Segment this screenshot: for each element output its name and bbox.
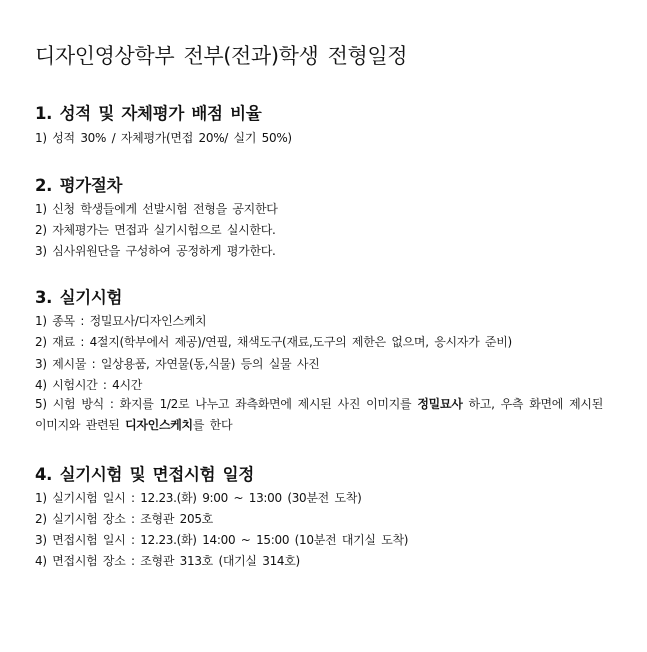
section-4-item-3: 3) 면접시험 일시 : 12.23.(화) 14:00 ~ 15:00 (10분전 대기실 도착)	[35, 533, 409, 547]
section-2-item-2: 2) 자체평가는 면접과 실기시험으로 실시한다.	[35, 223, 276, 237]
section-3-item-3: 3) 제시물 : 일상용품, 자연물(동,식물) 등의 실물 사진	[35, 357, 320, 371]
section-2-item-3: 3) 심사위원단을 구성하여 공정하게 평가한다.	[35, 244, 276, 258]
section-4-heading: 4. 실기시험 및 면접시험 일정	[35, 465, 254, 484]
page-title: 디자인영상학부 전부(전과)학생 전형일정	[35, 44, 408, 68]
item-5-bold-1: 정밀묘사	[417, 397, 463, 411]
section-3-item-5	[35, 394, 603, 436]
section-4-item-1: 1) 실기시험 일시 : 12.23.(화) 9:00 ~ 13:00 (30분전 도착)	[35, 491, 362, 505]
section-4-item-4: 4) 면접시험 장소 : 조형관 313호 (대기실 314호)	[35, 554, 300, 568]
section-3-item-1: 1) 종목 : 정밀묘사/디자인스케치	[35, 314, 207, 328]
item-5-text-3: 를 한다	[192, 418, 233, 432]
section-1-item-1: 1) 성적 30% / 자체평가(면접 20%/ 실기 50%)	[35, 131, 292, 145]
section-2-item-1: 1) 신청 학생들에게 선발시험 전형을 공지한다	[35, 202, 278, 216]
item-5-bold-2: 디자인스케치	[125, 418, 193, 432]
section-3-item-2: 2) 재료 : 4절지(학부에서 제공)/연필, 채색도구(재료,도구의 제한은 없으며, 응시자가 준비)	[35, 335, 512, 349]
section-3-heading: 3. 실기시험	[35, 288, 123, 307]
section-2-heading: 2. 평가절차	[35, 176, 123, 195]
item-5-text-1: 5) 시험 방식 : 화지를 1/2로 나누고 좌측화면에 제시된 사진 이미지를	[35, 397, 418, 411]
section-1-heading: 1. 성적 및 자체평가 배점 비율	[35, 104, 262, 123]
section-4-item-2: 2) 실기시험 장소 : 조형관 205호	[35, 512, 213, 526]
section-3-item-4: 4) 시험시간 : 4시간	[35, 378, 143, 392]
item-5-text-2: 하고, 우측 화면에 제시된 이미지와 관련된	[35, 397, 603, 432]
